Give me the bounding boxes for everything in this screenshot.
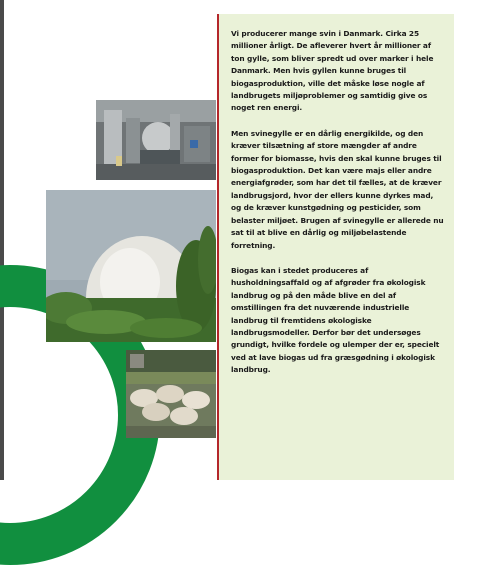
biogas-dome-photo — [46, 190, 216, 342]
article-text-panel — [219, 14, 454, 480]
paragraph-2: Men svinegylle er en dårlig energikilde, og den kræver tilsætning af store mængder af andre former for biomasse, hvis den skal kunne bruges til biogasproduktion. Det kan være majs eller andre energiafgrøder, som har det til fælles, at de kræver landbrugsjord, hvor der ellers kunne dyrkes mad, og de kræver kunstgødning og pesticider, som belaster miljøet. Brugen af svinegylle er allerede nu sat til at blive en dårlig og miljøbelastende forretning. — [231, 128, 444, 250]
sheep-photo — [126, 350, 216, 438]
paragraph-1: Vi producerer mange svin i Danmark. Cirka 25 millioner årligt. De afleverer hvert år millioner af ton gylle, som bliver spredt ud over marker i hele Danmark. Men hvis gyllen kunne bruges til biogasproduktion, ville det måske løse nogle af landbrugets miljøproblemer og samtidig give os noget ren energi. — [231, 29, 434, 113]
biogas-plant-photo — [96, 100, 216, 180]
paragraph-3: Biogas kan i stedet produceres af husholdningsaffald og af afgrøder fra økologisk landbrug og på den måde blive en del af omstillingen fra det nuværende industrielle landbrug til fremtidens økologiske landbrugsmodeller. Derfor bør det undersøges grundigt, hvilke fordele og ulemper der er, specielt ved at lave biogas ud fra græsgødning i økologisk landbrug. — [231, 265, 440, 375]
